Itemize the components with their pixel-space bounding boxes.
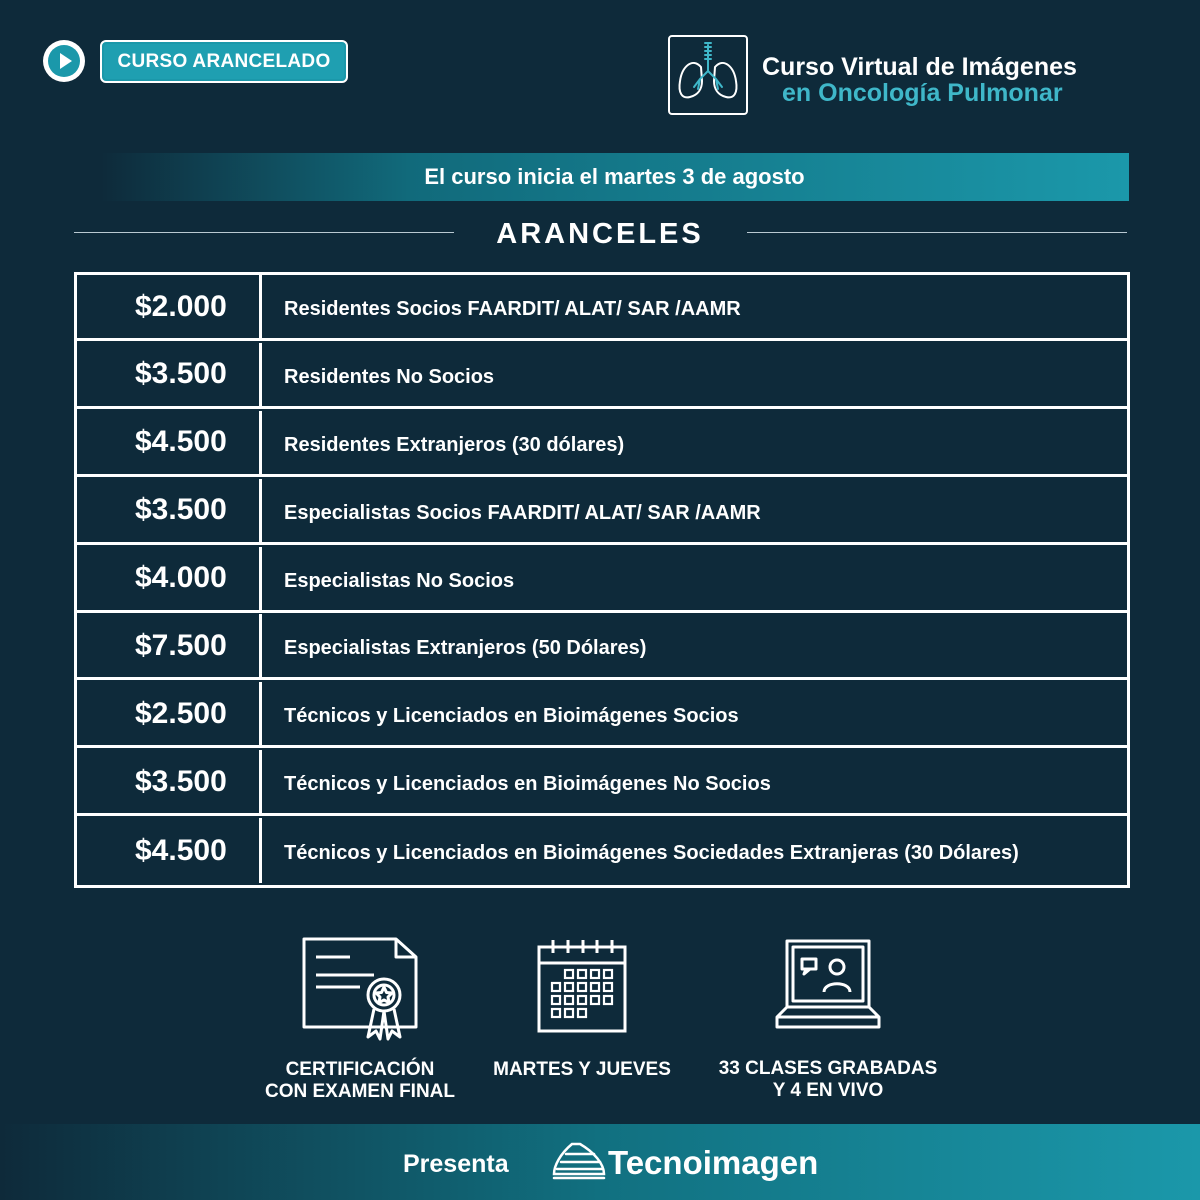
fee-price: $4.500 [77,818,262,883]
fee-price: $3.500 [77,479,262,545]
feature-classes-line2: Y 4 EN VIVO [772,1080,884,1101]
fee-price: $2.500 [77,682,262,748]
feature-classes [698,1058,958,1102]
fee-price: $3.500 [77,343,262,409]
course-title-line2: en Oncología Pulmonar [782,79,1063,107]
feature-schedule-line1: MARTES Y JUEVES [493,1059,671,1080]
fee-description: Especialistas Extranjeros (50 Dólares) [262,614,1127,680]
fee-description: Residentes Socios FAARDIT/ ALAT/ SAR /AAMR [262,275,1127,341]
fee-description: Especialistas No Socios [262,547,1127,613]
fee-description: Técnicos y Licenciados en Bioimágenes No Socios [262,750,1127,816]
fee-description: Residentes No Socios [262,343,1127,409]
divider-right [747,232,1127,233]
footer-brand: Tecnoimagen [608,1144,819,1181]
feature-certificate [240,1059,480,1103]
divider-left [74,232,454,233]
course-type-badge [100,40,348,83]
fee-description: Técnicos y Licenciados en Bioimágenes Socios [262,682,1127,748]
footer-presenta: Presenta [403,1150,509,1178]
calendar-icon [535,937,629,1035]
fee-price: $3.500 [77,750,262,816]
certificate-icon [300,935,422,1045]
badge-label: CURSO ARANCELADO [104,44,344,79]
feature-certificate-line1: CERTIFICACIÓN [285,1059,435,1080]
fee-description: Residentes Extranjeros (30 dólares) [262,411,1127,477]
fee-description: Especialistas Socios FAARDIT/ ALAT/ SAR /AAMR [262,479,1127,545]
fees-table [74,272,1130,888]
laptop-video-icon [773,937,883,1033]
start-date-text: El curso inicia el martes 3 de agosto [424,164,805,189]
feature-classes-line1: 33 CLASES GRABADAS [718,1058,938,1079]
course-title-line1: Curso Virtual de Imágenes [762,53,1077,81]
tecnoimagen-logo-icon [550,1140,608,1184]
feature-schedule [470,1059,694,1081]
fee-price: $4.500 [77,411,262,477]
feature-certificate-line2: CON EXAMEN FINAL [265,1081,455,1102]
fee-description: Técnicos y Licenciados en Bioimágenes Sociedades Extranjeras (30 Dólares) [284,842,1019,865]
fee-price: $2.000 [77,275,262,341]
start-date-banner [100,153,1129,201]
course-title [762,54,1192,106]
play-icon [48,45,80,77]
play-button[interactable] [43,40,85,82]
section-title: ARANCELES [496,218,704,250]
lungs-icon [668,35,748,115]
fee-price: $4.000 [77,547,262,613]
fee-price: $7.500 [77,614,262,680]
